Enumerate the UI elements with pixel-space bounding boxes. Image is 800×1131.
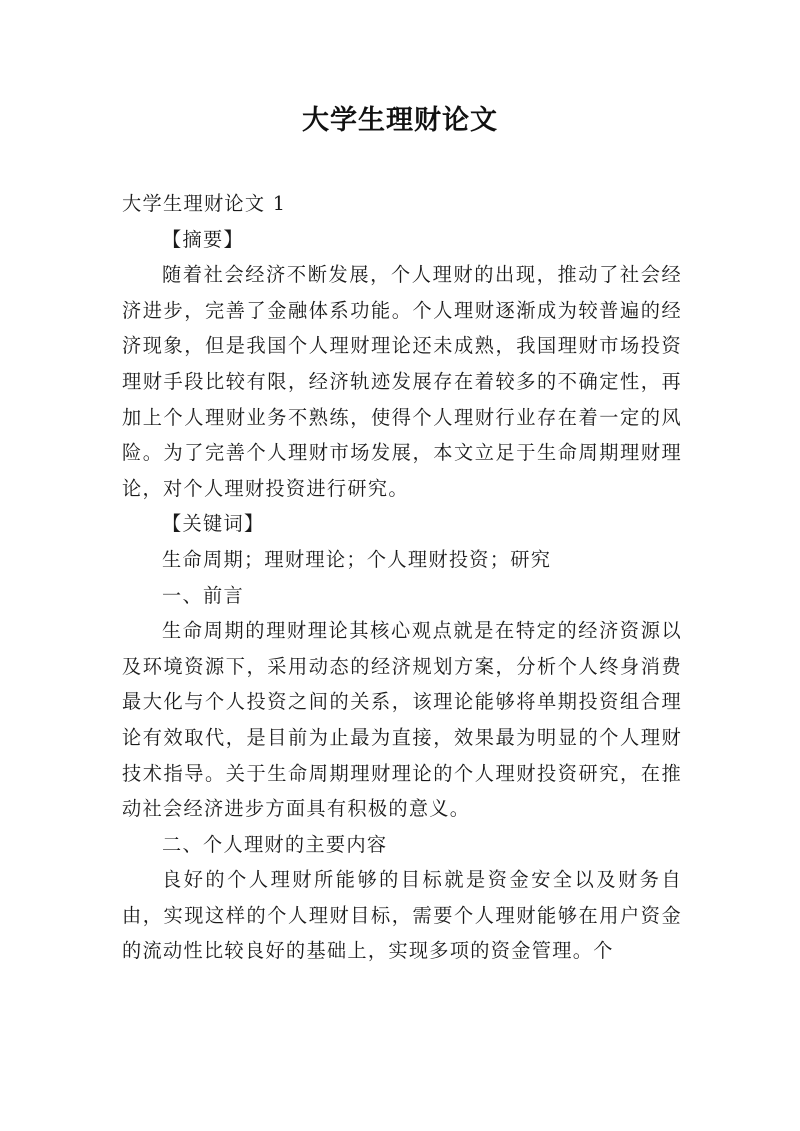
section-preface-heading: 一、前言 xyxy=(162,583,244,607)
section-heading: 大学生理财论文 1 xyxy=(122,192,287,215)
section-main-content-heading: 二、个人理财的主要内容 xyxy=(162,832,388,856)
keywords-label: 【关键词】 xyxy=(162,512,265,536)
abstract-paragraph: 随着社会经济不断发展，个人理财的出现，推动了社会经济进步，完善了金融体系功能。个人理财逐渐成为较普遍的经济现象，但是我国个人理财理论还未成熟，我国理财市场投资理财手段比较有限，经济轨迹发展存在着较多的不确定性，再加上个人理财业务不熟练，使得个人理财行业存在着一定的风险。为了完善个人理财市场发展，本文立足于生命周期理财理论，对个人理财投资进行研究。 xyxy=(122,263,682,500)
abstract-label: 【摘要】 xyxy=(162,227,244,251)
document-title: 大学生理财论文 xyxy=(302,105,498,136)
document-body xyxy=(122,186,682,969)
main-content-paragraph: 良好的个人理财所能够的目标就是资金安全以及财务自由，实现这样的个人理财目标，需要个人理财能够在用户资金的流动性比较良好的基础上，实现多项的资金管理。个 xyxy=(122,868,682,963)
preface-paragraph: 生命周期的理财理论其核心观点就是在特定的经济资源以及环境资源下，采用动态的经济规划方案，分析个人终身消费最大化与个人投资之间的关系，该理论能够将单期投资组合理论有效取代，是目前为止最为直接，效果最为明显的个人理财技术指导。关于生命周期理财理论的个人理财投资研究，在推动社会经济进步方面具有积极的意义。 xyxy=(122,619,682,821)
keywords-text: 生命周期；理财理论；个人理财投资；研究 xyxy=(162,547,552,571)
